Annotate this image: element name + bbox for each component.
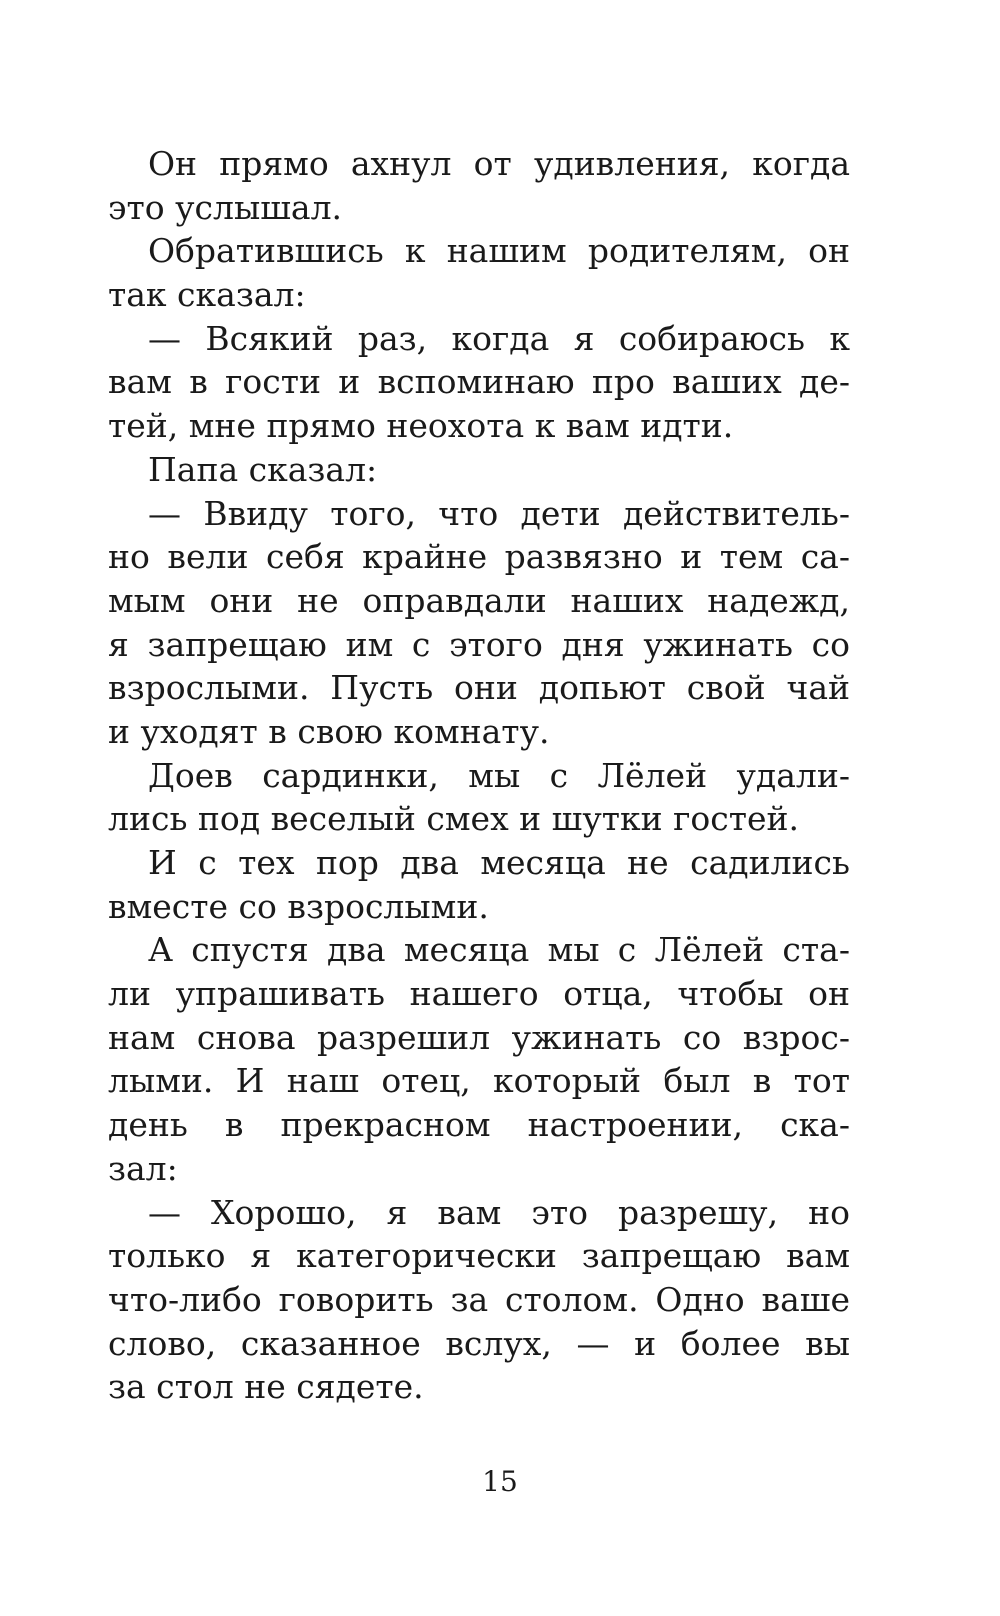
text-line: за стол не сядете.: [108, 1367, 424, 1407]
text-line: нам снова разрешил ужинать со взрос-: [108, 1017, 850, 1057]
text-line: взрослыми. Пусть они допьют свой чай: [108, 668, 850, 708]
text-line: день в прекрасном настроении, ска-: [108, 1105, 850, 1145]
text-line: только я категорически запрещаю вам: [108, 1236, 850, 1276]
body-text: [108, 142, 850, 1409]
text-line: мым они не оправдали наших надежд,: [108, 580, 850, 620]
text-line: слово, сказанное вслух, — и более вы: [108, 1323, 850, 1363]
text-line: вам в гости и вспоминаю про ваших де-: [108, 362, 850, 402]
text-line: и уходят в свою комнату.: [108, 711, 550, 751]
text-line: Папа сказал:: [148, 449, 378, 489]
text-line: — Всякий раз, когда я собираюсь к: [148, 318, 850, 358]
text-line: вместе со взрослыми.: [108, 886, 489, 926]
text-line: лыми. И наш отец, который был в тот: [108, 1061, 850, 1101]
text-line: ли упрашивать нашего отца, чтобы он: [108, 974, 850, 1014]
text-line: — Ввиду того, что дети действитель-: [148, 493, 850, 533]
text-line: — Хорошо, я вам это разрешу, но: [148, 1192, 850, 1232]
text-line: лись под веселый смех и шутки гостей.: [108, 799, 800, 839]
text-line: И с тех пор два месяца не садились: [148, 843, 850, 882]
text-line: но вели себя крайне развязно и тем са-: [108, 537, 850, 577]
text-line: это услышал.: [108, 187, 343, 227]
text-line: Он прямо ахнул от удивления, когда: [148, 144, 850, 183]
text-line: что-либо говорить за столом. Одно ваше: [108, 1279, 850, 1319]
text-line: тей, мне прямо неохота к вам идти.: [108, 406, 734, 446]
text-line: зал:: [108, 1148, 178, 1188]
text-line: Доев сардинки, мы с Лёлей удали-: [148, 755, 850, 795]
text-line: Обратившись к нашим родителям, он: [148, 231, 850, 271]
text-line: я запрещаю им с этого дня ужинать со: [108, 624, 850, 664]
text-line: так сказал:: [108, 275, 306, 315]
page-number: 15: [482, 1465, 518, 1498]
text-line: А спустя два месяца мы с Лёлей ста-: [148, 930, 850, 970]
